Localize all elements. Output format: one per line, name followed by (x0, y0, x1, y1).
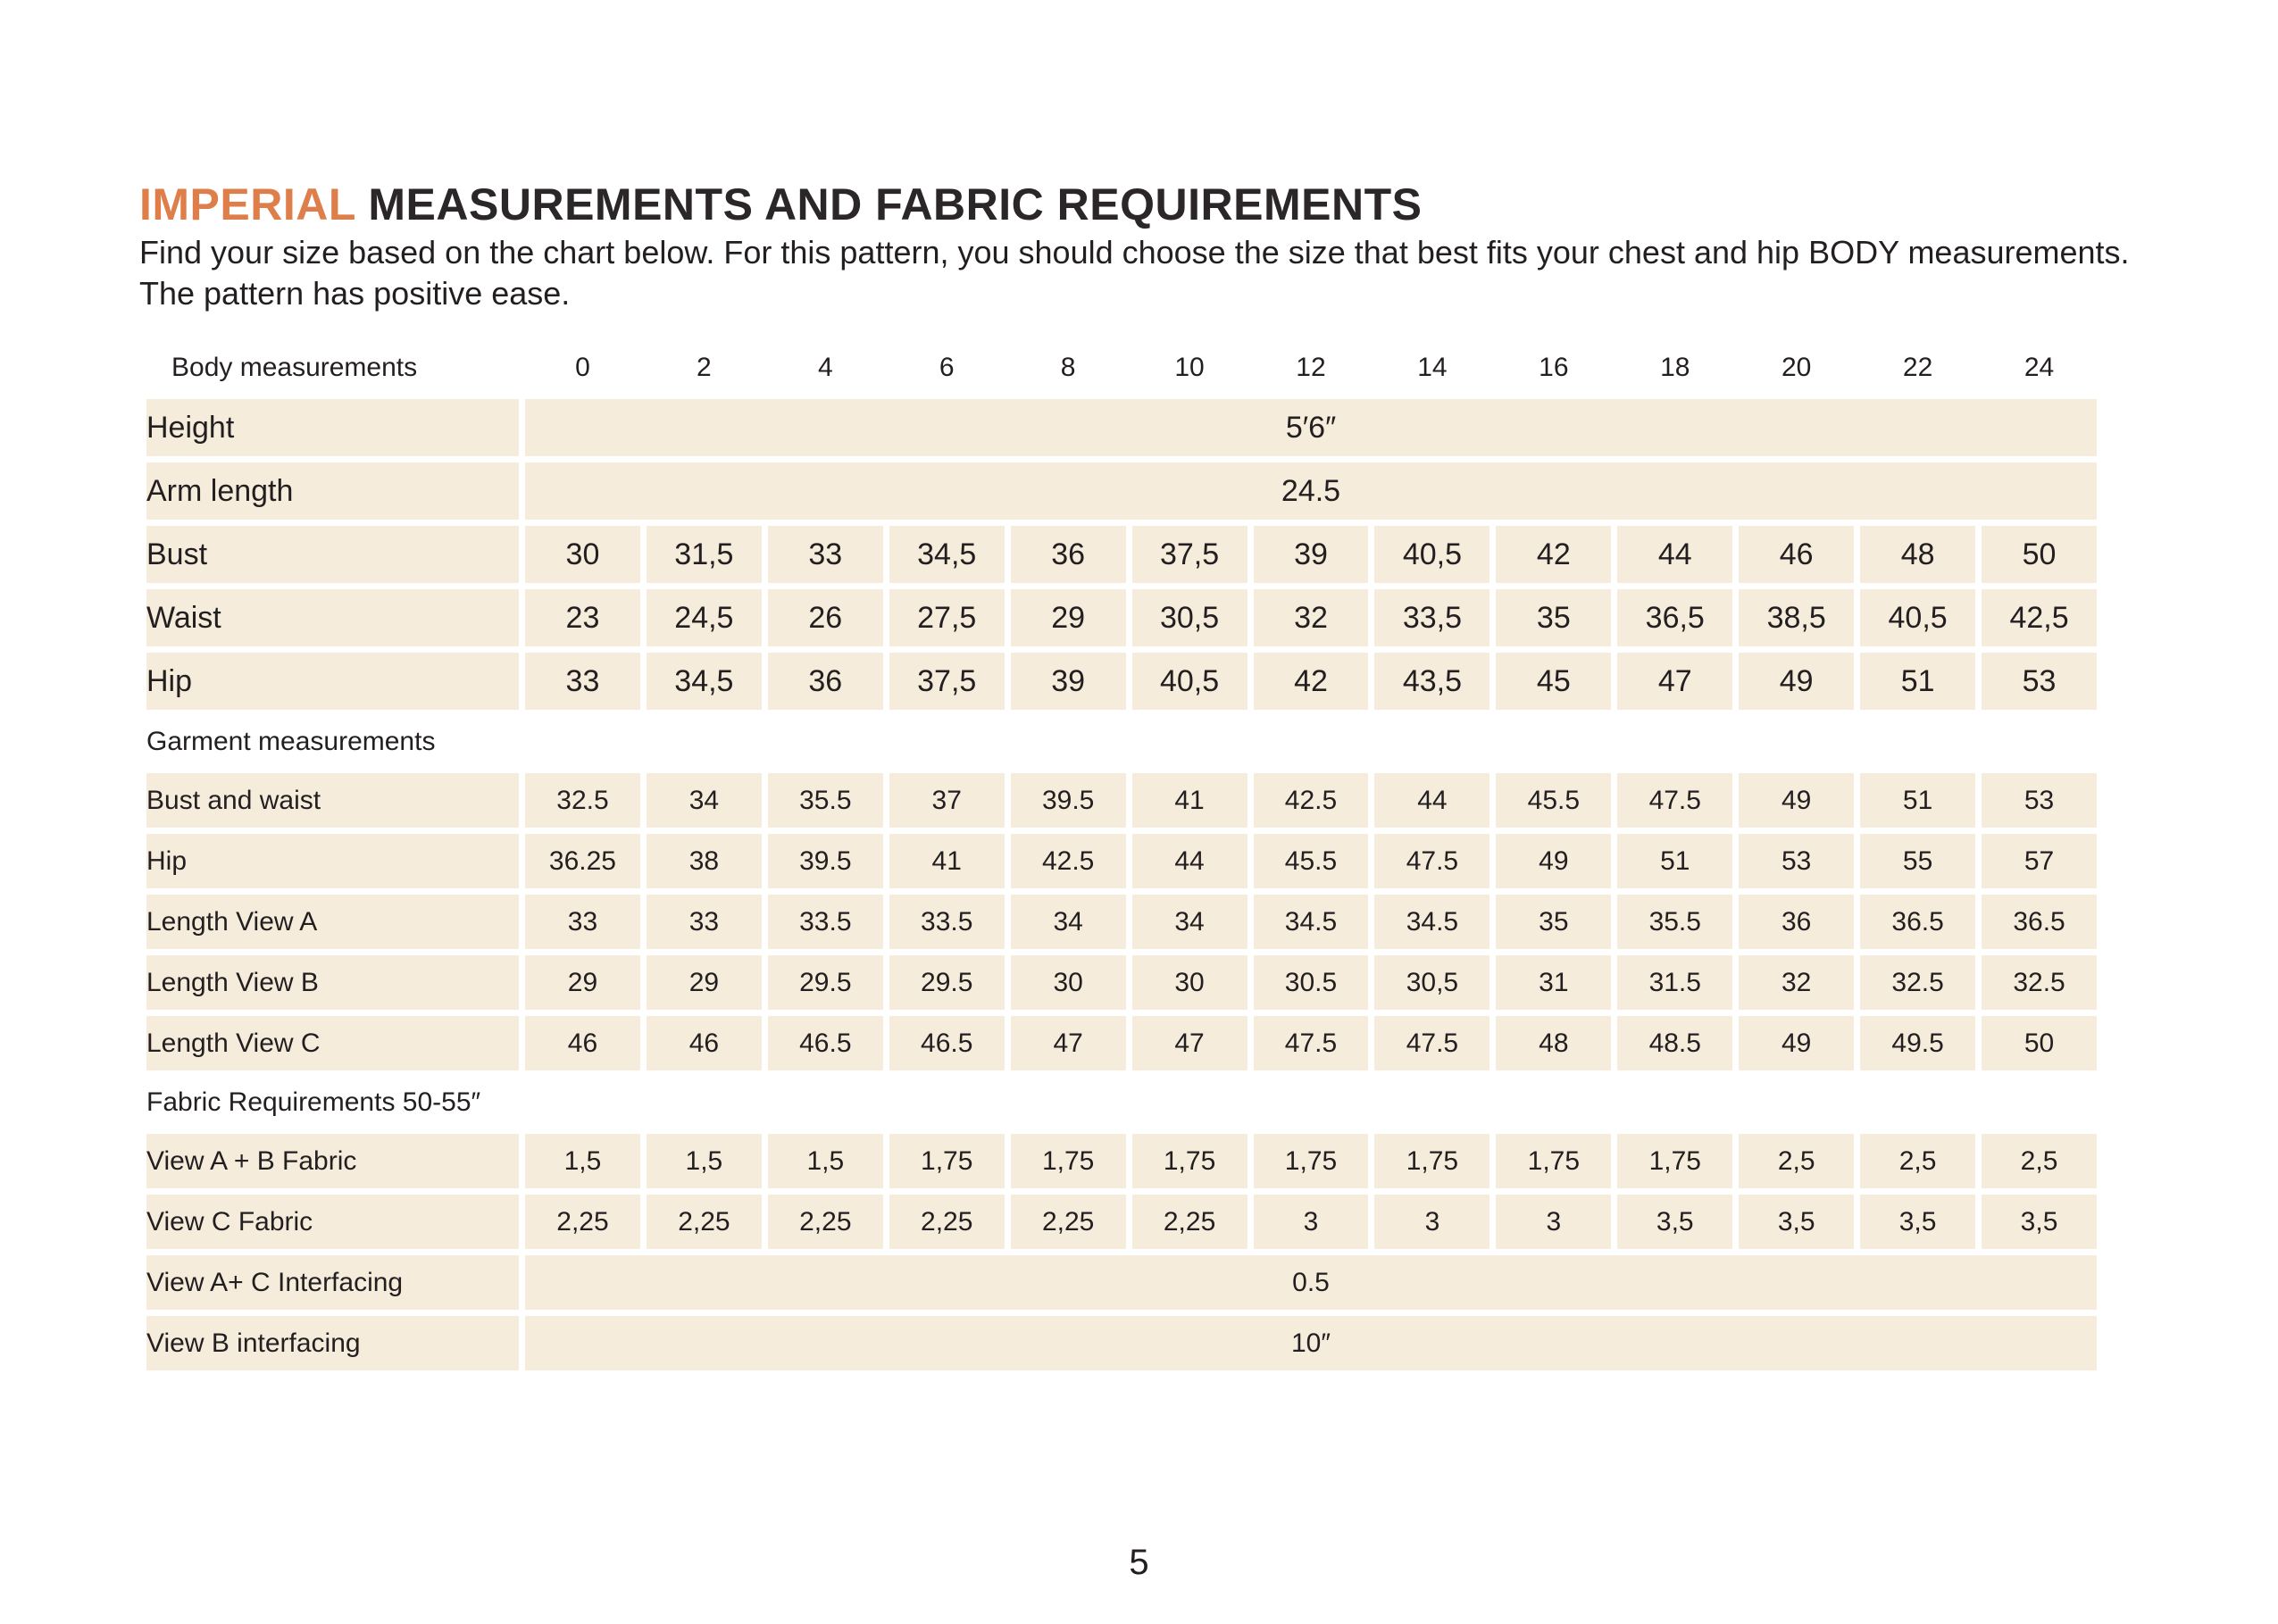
size-value-cell: 2,5 (1860, 1134, 1975, 1188)
bust-row (146, 526, 2097, 583)
size-value-cell: 40,5 (1132, 653, 1247, 710)
size-value-cell: 2,25 (1132, 1195, 1247, 1249)
size-value-cell: 33 (768, 526, 883, 583)
size-value-cell: 33,5 (1374, 589, 1489, 646)
size-value-cell: 34,5 (889, 526, 1005, 583)
size-value-cell: 30 (1132, 955, 1247, 1010)
garment-bust-waist-row (146, 773, 2097, 828)
size-value-cell: 38 (647, 834, 762, 888)
row-label: Height (146, 399, 519, 456)
size-value-cell: 47 (1617, 653, 1732, 710)
size-value-cell: 35 (1496, 895, 1611, 949)
size-value-cell: 30.5 (1254, 955, 1369, 1010)
size-value-cell: 2,25 (889, 1195, 1005, 1249)
row-label: View C Fabric (146, 1195, 519, 1249)
size-value-cell: 35 (1496, 589, 1611, 646)
size-value-cell: 42.5 (1011, 834, 1126, 888)
row-label: Length View B (146, 955, 519, 1010)
size-header: 6 (939, 352, 955, 382)
size-value-cell: 3 (1374, 1195, 1489, 1249)
size-value-cell: 53 (1739, 834, 1854, 888)
fabric-section-row (146, 1077, 2097, 1128)
size-header: 12 (1296, 352, 1326, 382)
size-value-cell: 2,25 (647, 1195, 762, 1249)
size-value-cell: 36.25 (525, 834, 640, 888)
size-value-cell: 33.5 (889, 895, 1005, 949)
size-value-cell: 47.5 (1254, 1016, 1369, 1070)
size-value-cell: 1,75 (889, 1134, 1005, 1188)
size-value-cell: 34 (1132, 895, 1247, 949)
size-value-cell: 36 (1011, 526, 1126, 583)
row-label: Length View C (146, 1016, 519, 1070)
size-value-cell: 29 (647, 955, 762, 1010)
size-value-cell: 53 (1982, 773, 2097, 828)
row-label: View A+ C Interfacing (146, 1255, 519, 1310)
size-value-cell: 33 (525, 653, 640, 710)
size-value-cell: 47.5 (1374, 834, 1489, 888)
size-value-cell: 44 (1132, 834, 1247, 888)
size-value-cell: 34.5 (1254, 895, 1369, 949)
size-header: 2 (697, 352, 712, 382)
title-rest: MEASUREMENTS AND FABRIC REQUIREMENTS (355, 179, 1423, 229)
title-accent: IMPERIAL (139, 179, 355, 229)
page-number: 5 (1129, 1543, 1149, 1582)
size-value-cell: 48 (1860, 526, 1975, 583)
size-value-cell: 47.5 (1374, 1016, 1489, 1070)
view-ab-fabric-row (146, 1134, 2097, 1188)
height-row (146, 399, 2097, 456)
hip-row (146, 653, 2097, 710)
size-value-cell: 39.5 (1011, 773, 1126, 828)
size-value-cell: 29 (1011, 589, 1126, 646)
size-value-cell: 33.5 (768, 895, 883, 949)
size-header: 24 (2023, 352, 2055, 382)
length-view-c-row (146, 1016, 2097, 1070)
size-header: 8 (1060, 352, 1076, 382)
size-header: 16 (1539, 352, 1569, 382)
size-value-cell: 2,25 (525, 1195, 640, 1249)
arm-length-row (146, 462, 2097, 520)
size-value-cell: 36 (768, 653, 883, 710)
view-b-interfacing-value: 10″ (525, 1316, 2097, 1370)
size-value-cell: 3 (1496, 1195, 1611, 1249)
size-value-cell: 2,5 (1739, 1134, 1854, 1188)
size-value-cell: 36,5 (1617, 589, 1732, 646)
size-value-cell: 45.5 (1254, 834, 1369, 888)
size-value-cell: 1,75 (1011, 1134, 1126, 1188)
size-value-cell: 24,5 (647, 589, 762, 646)
size-value-cell: 37,5 (1132, 526, 1247, 583)
row-label: Arm length (146, 462, 519, 520)
size-value-cell: 3,5 (1739, 1195, 1854, 1249)
size-value-cell: 42 (1254, 653, 1369, 710)
size-value-cell: 47.5 (1617, 773, 1732, 828)
size-value-cell: 46.5 (889, 1016, 1005, 1070)
page-title (139, 179, 1422, 230)
size-value-cell: 31.5 (1617, 955, 1732, 1010)
size-value-cell: 1,5 (647, 1134, 762, 1188)
size-value-cell: 35.5 (768, 773, 883, 828)
size-value-cell: 47 (1132, 1016, 1247, 1070)
size-value-cell: 36 (1739, 895, 1854, 949)
size-value-cell: 34 (1011, 895, 1126, 949)
size-header-row (146, 342, 2097, 393)
size-value-cell: 35.5 (1617, 895, 1732, 949)
size-value-cell: 31,5 (647, 526, 762, 583)
garment-measurements-heading: Garment measurements (146, 726, 436, 756)
size-value-cell: 51 (1617, 834, 1732, 888)
size-value-cell: 50 (1982, 1016, 2097, 1070)
body-measurements-heading: Body measurements (171, 352, 418, 382)
row-label: Bust (146, 526, 519, 583)
view-ac-interfacing-value: 0.5 (525, 1255, 2097, 1310)
view-ac-interfacing-row (146, 1255, 2097, 1310)
size-chart-table (140, 336, 2103, 1377)
size-value-cell: 2,25 (1011, 1195, 1126, 1249)
size-value-cell: 49 (1739, 773, 1854, 828)
size-header: 22 (1902, 352, 1933, 382)
length-view-a-row (146, 895, 2097, 949)
size-value-cell: 42,5 (1982, 589, 2097, 646)
view-c-fabric-row (146, 1195, 2097, 1249)
size-value-cell: 51 (1860, 653, 1975, 710)
size-value-cell: 38,5 (1739, 589, 1854, 646)
size-value-cell: 29.5 (889, 955, 1005, 1010)
size-value-cell: 37,5 (889, 653, 1005, 710)
size-value-cell: 1,75 (1496, 1134, 1611, 1188)
size-value-cell: 39 (1011, 653, 1126, 710)
size-value-cell: 34,5 (647, 653, 762, 710)
length-view-b-row (146, 955, 2097, 1010)
size-value-cell: 34 (647, 773, 762, 828)
size-header: 0 (575, 352, 590, 382)
height-value: 5′6″ (525, 399, 2097, 456)
size-value-cell: 36.5 (1860, 895, 1975, 949)
garment-section-row (146, 716, 2097, 767)
size-value-cell: 44 (1617, 526, 1732, 583)
intro-text: Find your size based on the chart below. For this pattern, you should choose the size that best fits your chest and hip BODY measurements. The pattern has positive ease. (139, 234, 2130, 312)
size-value-cell: 44 (1374, 773, 1489, 828)
size-value-cell: 1,75 (1617, 1134, 1732, 1188)
size-value-cell: 2,5 (1982, 1134, 2097, 1188)
size-value-cell: 45 (1496, 653, 1611, 710)
size-value-cell: 32.5 (1982, 955, 2097, 1010)
size-value-cell: 1,75 (1374, 1134, 1489, 1188)
size-value-cell: 40,5 (1374, 526, 1489, 583)
size-value-cell: 3 (1254, 1195, 1369, 1249)
size-value-cell: 29.5 (768, 955, 883, 1010)
size-header: 4 (817, 352, 833, 382)
size-value-cell: 1,75 (1132, 1134, 1247, 1188)
size-value-cell: 23 (525, 589, 640, 646)
fabric-requirements-heading: Fabric Requirements 50-55″ (146, 1087, 481, 1117)
size-value-cell: 43,5 (1374, 653, 1489, 710)
size-value-cell: 27,5 (889, 589, 1005, 646)
size-value-cell: 37 (889, 773, 1005, 828)
waist-row (146, 589, 2097, 646)
size-value-cell: 33 (525, 895, 640, 949)
size-value-cell: 3,5 (1982, 1195, 2097, 1249)
size-value-cell: 49.5 (1860, 1016, 1975, 1070)
size-value-cell: 29 (525, 955, 640, 1010)
size-value-cell: 1,5 (525, 1134, 640, 1188)
size-value-cell: 31 (1496, 955, 1611, 1010)
size-value-cell: 49 (1739, 653, 1854, 710)
view-b-interfacing-row (146, 1316, 2097, 1370)
size-value-cell: 39 (1254, 526, 1369, 583)
size-value-cell: 32 (1254, 589, 1369, 646)
size-header: 14 (1417, 352, 1448, 382)
size-value-cell: 48 (1496, 1016, 1611, 1070)
size-value-cell: 33 (647, 895, 762, 949)
row-label: Length View A (146, 895, 519, 949)
size-value-cell: 46 (1739, 526, 1854, 583)
size-header: 20 (1781, 352, 1812, 382)
size-value-cell: 41 (889, 834, 1005, 888)
size-value-cell: 51 (1860, 773, 1975, 828)
row-label: Hip (146, 834, 519, 888)
arm-length-value: 24.5 (525, 462, 2097, 520)
size-value-cell: 57 (1982, 834, 2097, 888)
size-value-cell: 42 (1496, 526, 1611, 583)
row-label: View B interfacing (146, 1316, 519, 1370)
size-value-cell: 2,25 (768, 1195, 883, 1249)
size-value-cell: 32.5 (525, 773, 640, 828)
size-value-cell: 40,5 (1860, 589, 1975, 646)
size-value-cell: 3,5 (1617, 1195, 1732, 1249)
size-value-cell: 32.5 (1860, 955, 1975, 1010)
size-value-cell: 45.5 (1496, 773, 1611, 828)
row-label: Hip (146, 653, 519, 710)
size-value-cell: 50 (1982, 526, 2097, 583)
size-value-cell: 53 (1982, 653, 2097, 710)
size-value-cell: 30 (525, 526, 640, 583)
size-value-cell: 46 (525, 1016, 640, 1070)
size-value-cell: 49 (1496, 834, 1611, 888)
size-value-cell: 26 (768, 589, 883, 646)
garment-hip-row (146, 834, 2097, 888)
size-value-cell: 39.5 (768, 834, 883, 888)
size-value-cell: 41 (1132, 773, 1247, 828)
size-value-cell: 1,5 (768, 1134, 883, 1188)
size-value-cell: 3,5 (1860, 1195, 1975, 1249)
size-value-cell: 1,75 (1254, 1134, 1369, 1188)
size-value-cell: 30,5 (1374, 955, 1489, 1010)
size-value-cell: 36.5 (1982, 895, 2097, 949)
size-value-cell: 47 (1011, 1016, 1126, 1070)
size-value-cell: 49 (1739, 1016, 1854, 1070)
row-label: View A + B Fabric (146, 1134, 519, 1188)
size-header: 18 (1660, 352, 1690, 382)
row-label: Bust and waist (146, 773, 519, 828)
size-value-cell: 34.5 (1374, 895, 1489, 949)
size-header: 10 (1174, 352, 1205, 382)
size-value-cell: 30 (1011, 955, 1126, 1010)
size-value-cell: 30,5 (1132, 589, 1247, 646)
size-value-cell: 42.5 (1254, 773, 1369, 828)
row-label: Waist (146, 589, 519, 646)
size-value-cell: 48.5 (1617, 1016, 1732, 1070)
size-value-cell: 46 (647, 1016, 762, 1070)
size-value-cell: 55 (1860, 834, 1975, 888)
size-value-cell: 32 (1739, 955, 1854, 1010)
size-value-cell: 46.5 (768, 1016, 883, 1070)
